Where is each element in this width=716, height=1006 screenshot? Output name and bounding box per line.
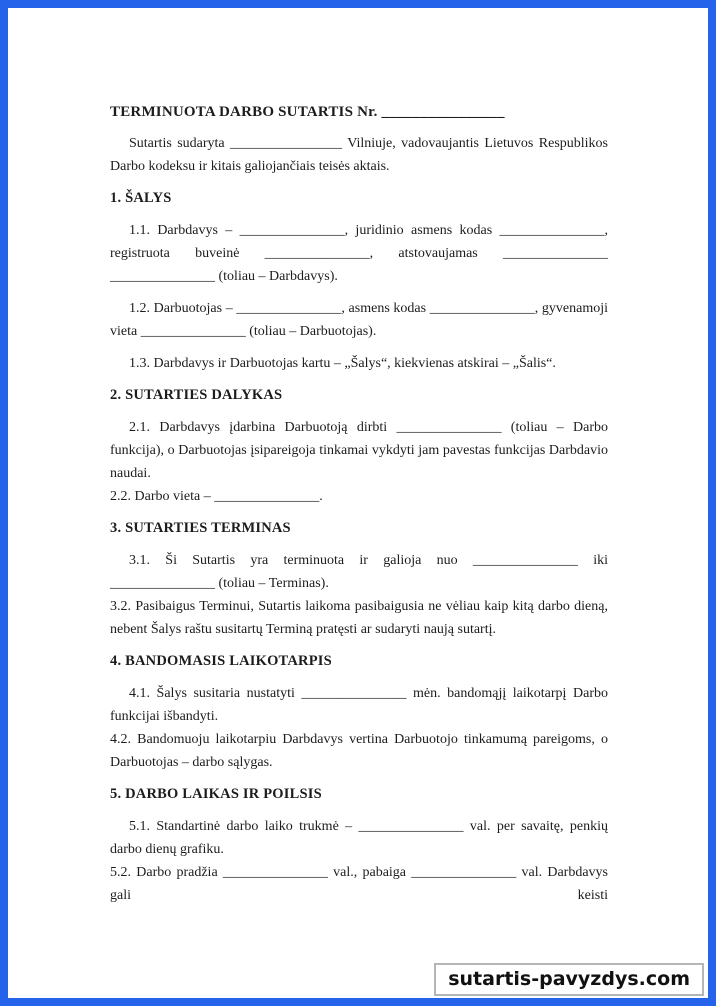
paragraph: 3.2. Pasibaigus Terminui, Sutartis laikoma pasibaigusia ne vėliau kaip kitą darbo dieną, nebent Šalys raštu susitartų Terminą pratęsti ar sudaryti naują sutartį.	[110, 599, 608, 637]
section-heading: 1. ŠALYS	[110, 190, 172, 206]
paragraph: 2.2. Darbo vieta – _______________.	[110, 489, 323, 504]
paragraph: 5.2. Darbo pradžia _______________ val., pabaiga _______________ val. Darbdavys gali keisti	[110, 865, 608, 903]
paragraph: 3.1. Ši Sutartis yra terminuota ir galioja nuo _______________ iki _______________ (toliau – Terminas).	[110, 553, 608, 591]
section-heading: 4. BANDOMASIS LAIKOTARPIS	[110, 653, 332, 669]
section-heading: 5. DARBO LAIKAS IR POILSIS	[110, 786, 322, 802]
intro-paragraph: Sutartis sudaryta ________________ Vilniuje, vadovaujantis Lietuvos Respublikos Darbo kodeksu ir kitais galiojančiais teisės aktais.	[110, 136, 608, 174]
paragraph: 1.2. Darbuotojas – _______________, asmens kodas _______________, gyvenamoji vieta _______________ (toliau – Darbuotojas).	[110, 301, 608, 339]
paragraph: 1.1. Darbdavys – _______________, juridinio asmens kodas _______________, registruota buveinė _______________, atstovaujamas _______________ _______________ (toliau – Darbdavys).	[110, 223, 608, 284]
paragraph: 2.1. Darbdavys įdarbina Darbuotoją dirbti _______________ (toliau – Darbo funkcija), o Darbuotojas įsipareigoja tinkamai vykdyti jam pavestas funkcijas Darbdavio naudai.	[110, 420, 608, 481]
site-watermark: sutartis-pavyzdys.com	[434, 963, 704, 996]
section-heading: 3. SUTARTIES TERMINAS	[110, 520, 291, 536]
section-bandomasis-laikotarpis	[110, 653, 608, 774]
document-title: TERMINUOTA DARBO SUTARTIS Nr. ________________	[110, 104, 505, 120]
document-body	[110, 104, 608, 907]
section-sutarties-terminas	[110, 520, 608, 641]
paragraph: 4.1. Šalys susitaria nustatyti _______________ mėn. bandomąjį laikotarpį Darbo funkcijai išbandyti.	[110, 686, 608, 724]
paragraph: 4.2. Bandomuoju laikotarpiu Darbdavys vertina Darbuotojo tinkamumą pareigoms, o Darbuotojas – darbo sąlygas.	[110, 732, 608, 770]
section-sutarties-dalykas	[110, 387, 608, 508]
paragraph: 1.3. Darbdavys ir Darbuotojas kartu – „Šalys“, kiekvienas atskirai – „Šalis“.	[129, 356, 556, 371]
section-heading: 2. SUTARTIES DALYKAS	[110, 387, 283, 403]
section-salys	[110, 190, 608, 375]
paragraph: 5.1. Standartinė darbo laiko trukmė – _______________ val. per savaitę, penkių darbo dienų grafiku.	[110, 819, 608, 857]
section-darbo-laikas	[110, 786, 608, 907]
